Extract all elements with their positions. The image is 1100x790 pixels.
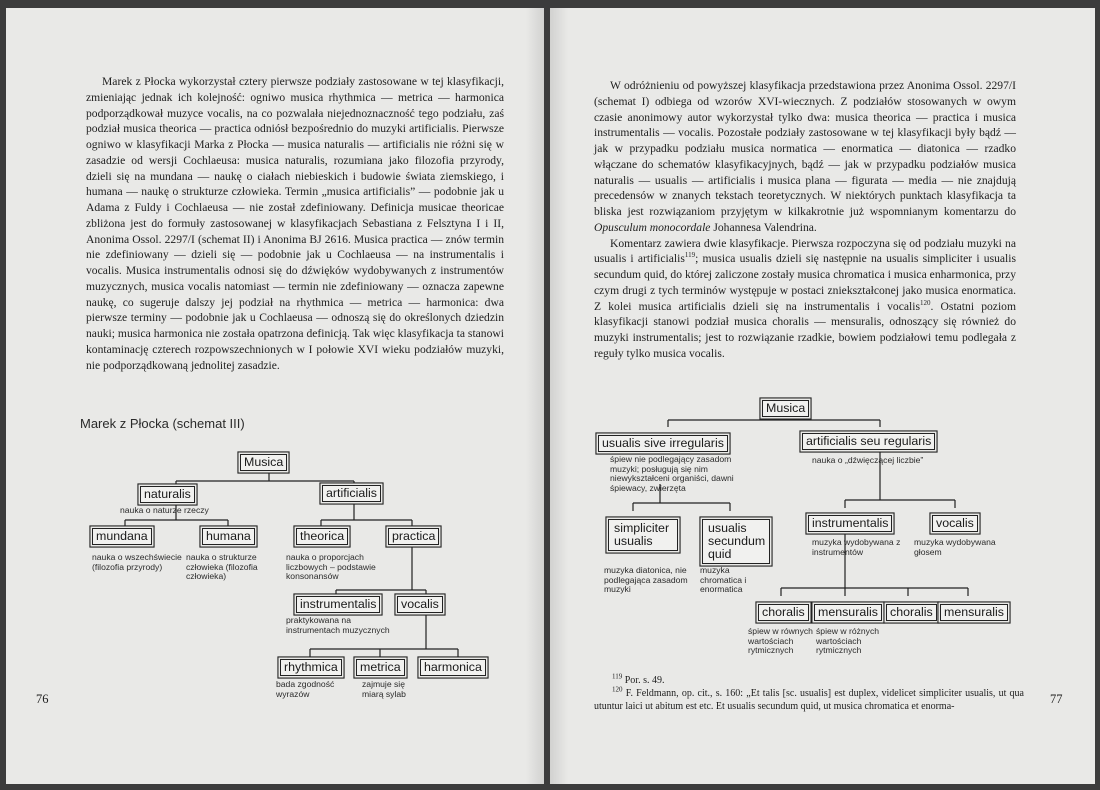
- box-rhythmica: rhythmica: [280, 659, 342, 676]
- box-practica: practica: [388, 528, 439, 545]
- page-number-right: 77: [1050, 692, 1063, 706]
- footnote-119: [594, 674, 1024, 687]
- note-simpliciter: muzyka diatonica, nie podlegająca zasadom muzyki: [604, 565, 688, 595]
- box-mensuralis-1: mensuralis: [814, 604, 882, 621]
- paragraph-1-end: Johannesa Valendrina.: [710, 220, 817, 234]
- box-secundum: usualis secundum quid: [702, 519, 770, 564]
- box-artificialis: artificialis: [322, 485, 381, 502]
- note-instrumentalis: praktykowana na instrumentach muzycznych: [286, 615, 390, 635]
- box-choralis-1: choralis: [758, 604, 809, 621]
- box-simpliciter: simpliciter usualis: [608, 519, 678, 551]
- footnote-119-text: Por. s. 49.: [622, 675, 665, 686]
- box-usualis: usualis sive irregularis: [598, 435, 728, 452]
- note-rhythmica: bada zgodność wyrazów: [276, 679, 335, 699]
- footnote-120-number: 120: [612, 685, 623, 694]
- box-instrumentalis-r: instrumentalis: [808, 515, 892, 532]
- note-artificialis-r: nauka o „dźwięczącej liczbie”: [812, 455, 924, 465]
- italic-title: Opusculum monocordale: [594, 220, 711, 234]
- note-mensuralis: śpiew w różnych wartościach rytmicznych: [816, 626, 880, 656]
- box-theorica: theorica: [296, 528, 348, 545]
- note-naturalis: nauka o naturze rzeczy: [120, 505, 209, 515]
- box-instrumentalis: instrumentalis: [296, 596, 380, 613]
- box-vocalis-r: vocalis: [932, 515, 978, 532]
- box-mensuralis-2: mensuralis: [940, 604, 1008, 621]
- note-humana: nauka o strukturze człowieka (filozofia człowieka): [186, 552, 258, 582]
- footnote-120: [594, 687, 1024, 713]
- footnote-119-number: 119: [612, 672, 623, 681]
- page-number-left: 76: [36, 692, 49, 706]
- paragraph-1-text: W odróżnieniu od powyższej klasyfikacja przedstawiona przez Anonima Ossol. 2297/I (schemat I) odbiega od wzorów XVI-wiecznych. Z podziałów stosowanych w owym czasie anonimowy autor wykorzystał tylko dwa: musica theorica — practica i musica instrumentalis — vocalis. Pozostałe podziały zastosowane w tej klasyfikacji były bądź — jak w przypadku podziału musica normatica — enormatica — diatonica — rzadko włączane do schematów klasyfikacyjnych, bądź — jak w przypadku podziałów musica naturalis — usualis — artificialis i musica plana — figurata — media — nie znajdują precedensów w znanych tekstach teoretycznych. W niektórych punktach klasyfikacja ta bliska jest rozwiązaniom przyjętym w kilkakrotnie już wspomnianym komentarzu do: [594, 79, 1016, 218]
- box-choralis-2: choralis: [886, 604, 937, 621]
- note-usualis: śpiew nie podlegający zasadom muzyki; posługują się nim niewykształceni organiści, dawni śpiewacy, zwierzęta: [610, 454, 734, 493]
- box-vocalis: vocalis: [397, 596, 443, 613]
- box-naturalis: naturalis: [140, 486, 195, 503]
- note-secundum: muzyka chromatica i enormatica: [700, 565, 747, 595]
- box-harmonica: harmonica: [420, 659, 486, 676]
- box-mundana: mundana: [92, 528, 152, 545]
- note-vocalis-r: muzyka wydobywana głosem: [914, 537, 996, 557]
- right-diagram-connectors: [550, 8, 1095, 784]
- note-metrica: zajmuje się miarą sylab: [362, 679, 406, 699]
- note-choralis: śpiew w równych wartościach rytmicznych: [748, 626, 813, 656]
- box-musica-r: Musica: [762, 400, 809, 417]
- box-musica: Musica: [240, 454, 287, 471]
- left-page: [6, 8, 544, 784]
- paragraph-2-text-b: ; musica usualis dzieli się następnie na usualis simpliciter i usualis secundum quid, do której zaliczone zostały musica chromatica i musica enharmonica, przy czym drugi z tych terminów występuje w postaci zniekształconej jako musica enormatica. Z kolei musica artificialis dzieli się na instrumentalis i vocalis: [594, 252, 1016, 313]
- box-humana: humana: [202, 528, 255, 545]
- paragraph-2-text-a: Komentarz zawiera dwie klasyfikacje. Pierwsza rozpoczyna się od podziału muzyki na usualis i artificialis: [594, 236, 1016, 266]
- schema-title: Marek z Płocka (schemat III): [80, 416, 245, 431]
- box-artificialis-r: artificialis seu regularis: [802, 433, 935, 450]
- note-mundana: nauka o wszechświecie (filozofia przyrody): [92, 552, 182, 572]
- note-instrumentalis-r: muzyka wydobywana z instrumentów: [812, 537, 901, 557]
- left-body-text: Marek z Płocka wykorzystał cztery pierwsze podziały zastosowane w tej klasyfikacji, zmieniając jednak ich kolejność: ogniwo musica rhythmica — metrica — harmonica podporządkował muzyce vocalis, na co pozwalała niejednoznaczność tego podziału, zaś podział musica theorica — practica odniósł bezpośrednio do muzyki artificialis. Pierwsze ogniwo w klasyfikacji Marka z Płocka — musica naturalis — artificialis nie różni się w zasadzie od wersji Cochlaeusa: musica naturalis, rozumiana jako filozofia przyrody, dzieli się na mundana — naukę o ciałach niebieskich i budowie świata ziemskiego, i humana — naukę o strukturze człowieka. Termin „musica artificialis” — podobnie jak u Adama z Fuldy i Cochlaeusa — nie został zdefiniowany. Definicja musicae theoricae zbliżona jest do formuły zastosowanej w klasyfikacjach Sebastiana z Felsztyna I i II, Anonima Ossol. 2297/I (schemat II) i Anonima BJ 2616. Musica practica — znów termin nie zdefiniowany — dzieli się — podobnie jak u Cochlaeusa — na instrumentalis i vocalis. Musica instrumentalis odnosi się do dźwięków wydobywanych z instrumentów muzycznych, musica vocalis natomiast — termin nie zdefiniowany — oznacza zapewne naukę, co sugeruje dalszy jej podział na rhythmica — metrica — harmonica: dwa pierwsze terminy — podobnie jak u Cochlaeusa — odnoszą się do określonych dziedzin nauki; musica harmonica nie została opatrzona definicją. Tak więc klasyfikacja ta stanowi kontaminację czterech rozpowszechnionych w I połowie XVI wieku podziałów muzyki, nie podporządkowaną jednolitej zasadzie.: [86, 75, 504, 372]
- paragraph-2-text-c: . Ostatni poziom klasyfikacji stanowi podział musica choralis — mensuralis, odnoszący się również do muzyki instrumentalis; jest to rozwiązanie rzadkie, bowiem podziałowi temu podlegała z reguły tylko musica vocalis.: [594, 299, 1016, 360]
- footnote-ref-120: 120: [919, 298, 931, 307]
- note-theorica: nauka o proporcjach liczbowych – podstawie konsonansów: [286, 552, 376, 582]
- box-metrica: metrica: [356, 659, 405, 676]
- footnotes: [594, 674, 1024, 713]
- footnote-ref-119: 119: [684, 251, 696, 260]
- right-page: [550, 8, 1095, 784]
- footnote-120-text: F. Feldmann, op. cit., s. 160: „Et talis [sc. usualis] est duplex, videlicet simpliciter usualis, ut qua utuntur laici ut abitum est etc. Et usualis secundum quid, ut musica chromatica et enorma-: [594, 688, 1024, 712]
